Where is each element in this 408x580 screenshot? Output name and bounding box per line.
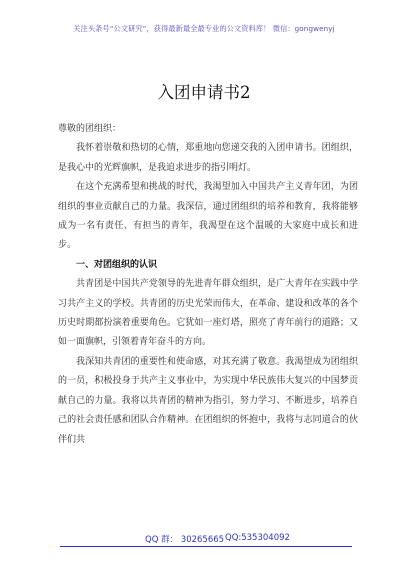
paragraph: 在这个充满希望和挑战的时代，我渴望加入中国共产主义青年团，为团组织的事业贡献自己的力量。我深信，通过团组织的培养和教育，我将能够成为一名有责任、有担当的青年，我渴望在这个温暖的大家庭中成长和进步。 [58,182,358,251]
paragraph: 共青团是中国共产党领导的先进青年群众组织，是广大青年在实践中学习共产主义的学校。共青团的历史光荣而伟大，在革命、建设和改革的各个历史时期都扮演着重要角色。它犹如一座灯塔，照亮了青年前行的道路；又如一面旗帜，引领着青年奋斗的方向。 [58,279,358,348]
qq-number: QQ:535304092 [225,533,290,543]
qq-group-number: QQ 群： 30265665 [145,535,225,545]
document-title: 入团申请书2 [157,83,251,102]
section-heading: 一、对团组织的认识 [76,259,158,270]
paragraph: 我怀着崇敬和热切的心情，郑重地向您递交我的入团申请书。团组织，是我心中的光辉旗帜，是我追求进步的指引明灯。 [58,143,358,173]
footer-rule [60,546,352,547]
paragraph: 我深知共青团的重要性和使命感，对其充满了敬意。我渴望成为团组织的一员，积极投身于共产主义事业中，为实现中华民族伟大复兴的中国梦贡献自己的力量。我将以共青团的精神为指引，努力学习、不断进步，培养自己的社会责任感和团队合作精神。在团组织的怀抱中，我将与志同道合的伙伴们共 [58,356,358,445]
document-body [58,120,358,450]
salutation: 尊敬的团组织： [58,124,122,134]
header-note: 关注头条号“公文研究”，获得最新最全最专业的公文资料库！ 微信：gongwenyj [73,24,335,33]
footer [0,533,408,547]
